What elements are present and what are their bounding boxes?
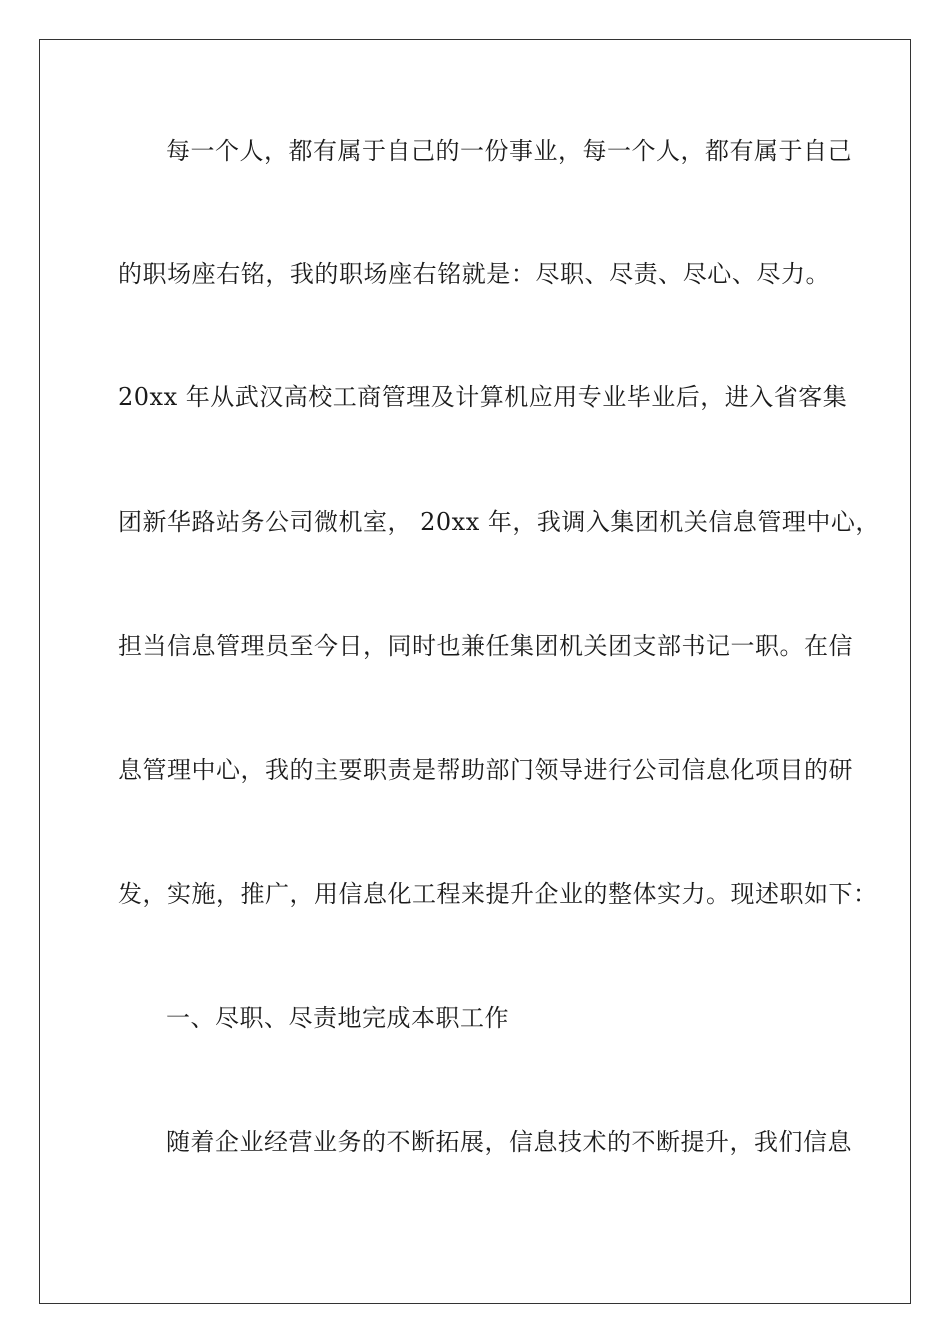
paragraph-line-6: 息管理中心，我的主要职责是帮助部门领导进行公司信息化项目的研 <box>118 756 853 784</box>
section-heading: 一、尽职、尽责地完成本职工作 <box>166 1004 509 1032</box>
page-border <box>39 39 911 1304</box>
paragraph-line-5: 担当信息管理员至今日，同时也兼任集团机关团支部书记一职。在信 <box>118 632 853 660</box>
paragraph-line-3: 20xx 年从武汉高校工商管理及计算机应用专业毕业后，进入省客集 <box>118 383 848 411</box>
paragraph-line-9: 随着企业经营业务的不断拓展，信息技术的不断提升，我们信息 <box>166 1128 852 1156</box>
paragraph-line-7: 发，实施，推广，用信息化工程来提升企业的整体实力。现述职如下： <box>118 880 878 908</box>
paragraph-line-1: 每一个人，都有属于自己的一份事业，每一个人，都有属于自己 <box>166 137 852 165</box>
paragraph-line-2: 的职场座右铭，我的职场座右铭就是：尽职、尽责、尽心、尽力。 <box>118 260 830 288</box>
paragraph-line-4: 团新华路站务公司微机室， 20xx 年，我调入集团机关信息管理中心， <box>118 508 880 536</box>
